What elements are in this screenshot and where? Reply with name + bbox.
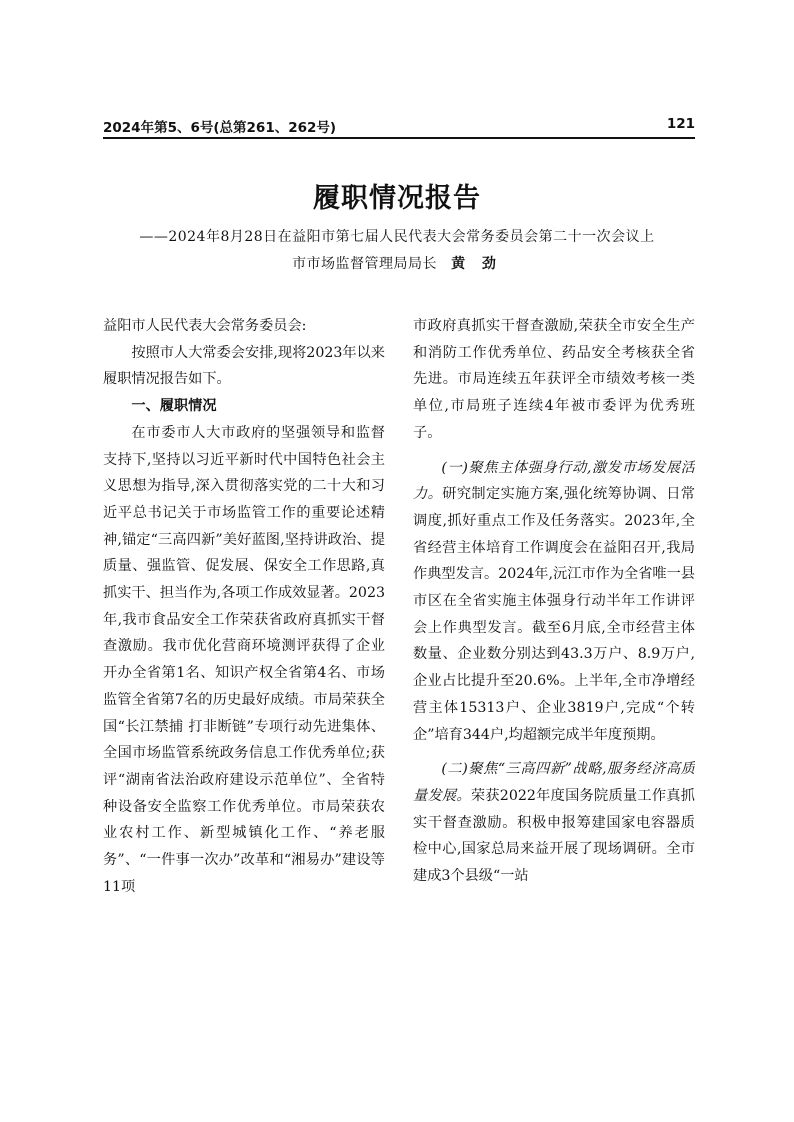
document-subtitle: ——2024年8月28日在益阳市第七届人民代表大会常务委员会第二十一次会议上 — [139, 229, 655, 245]
section-heading: 一、履职情况 — [131, 398, 217, 415]
left-column — [103, 313, 385, 993]
author-role: 市市场监督管理局局长 — [292, 256, 438, 272]
item-body: 荣获2022年度国务院质量工作真抓实干督查激励。积极申报筹建国家电容器质检中心,国家总局来益开展了现场调研。全市建成3个县级“一站 — [413, 787, 695, 885]
body-paragraph: 在市委市人大市政府的坚强领导和监督支持下,坚持以习近平新时代中国特色社会主义思想为指导,深入贯彻落实党的二十大和习近平总书记关于市场监管工作的重要论述精神,锚定“三高四新”美好蓝图,坚持讲政治、提质量、强监管、促发展、保安全工作思路,真抓实干、担当作为,各项工作成效显著。2023年,我市食品安全工作荣获省政府真抓实干督查激励。我市优化营商环境测评获得了企业开办全省第1名、知识产权全省第4名、市场监管全省第7名的历史最好成绩。市局荣获全国“长江禁捕 打非断链”专项行动先进集体、全国市场监管系统政务信息工作优秀单位;获评“湖南省法治政府建设示范单位”、全省特种设备安全监察工作优秀单位。市局荣获农业农村工作、新型城镇化工作、“养老服务”、“一件事一次办”改革和“湘易办”建设等11项 — [103, 424, 385, 895]
item-heading: (一)聚焦主体强身行动,激发市场发展活力。 — [413, 459, 695, 503]
list-item — [413, 455, 695, 749]
document-title: 履职情况报告 — [313, 183, 481, 214]
item-body: 研究制定实施方案,强化统筹协调、日常调度,抓好重点工作及任务落实。2023年,全省经营主体培育工作调度会在益阳召开,我局作典型发言。2024年,沅江市作为全省唯一县市区在全省实施主体强身行动半年工作讲评会上作典型发言。截至6月底,全市经营主体数量、企业数分别达到43.3万户、8.9万户,企业占比提升至20.6%。上半年,全市净增经营主体15313户、企业3819户,完成“个转企”培育344户,均超额完成半年度预期。 — [413, 486, 695, 743]
author-name: 黄 劲 — [451, 256, 502, 272]
right-column — [413, 313, 695, 993]
issue-info: 2024年第5、6号(总第261、262号) — [103, 120, 337, 136]
list-item — [413, 756, 695, 890]
body-paragraph-continued: 市政府真抓实干督查激励,荣获全市安全生产和消防工作优秀单位、药品安全考核获全省先进。市局连续五年获评全市绩效考核一类单位,市局班子连续4年被市委评为优秀班子。 — [413, 318, 695, 441]
page-number: 121 — [666, 116, 695, 132]
running-header — [103, 116, 695, 136]
header-rule — [103, 137, 695, 139]
author-line — [0, 253, 794, 273]
item-heading: (二)聚焦“三高四新”战略,服务经济高质量发展。 — [413, 761, 695, 804]
intro-paragraph: 按照市人大常委会安排,现将2023年以来履职情况报告如下。 — [103, 344, 385, 388]
salutation: 益阳市人民代表大会常务委员会: — [103, 318, 307, 334]
